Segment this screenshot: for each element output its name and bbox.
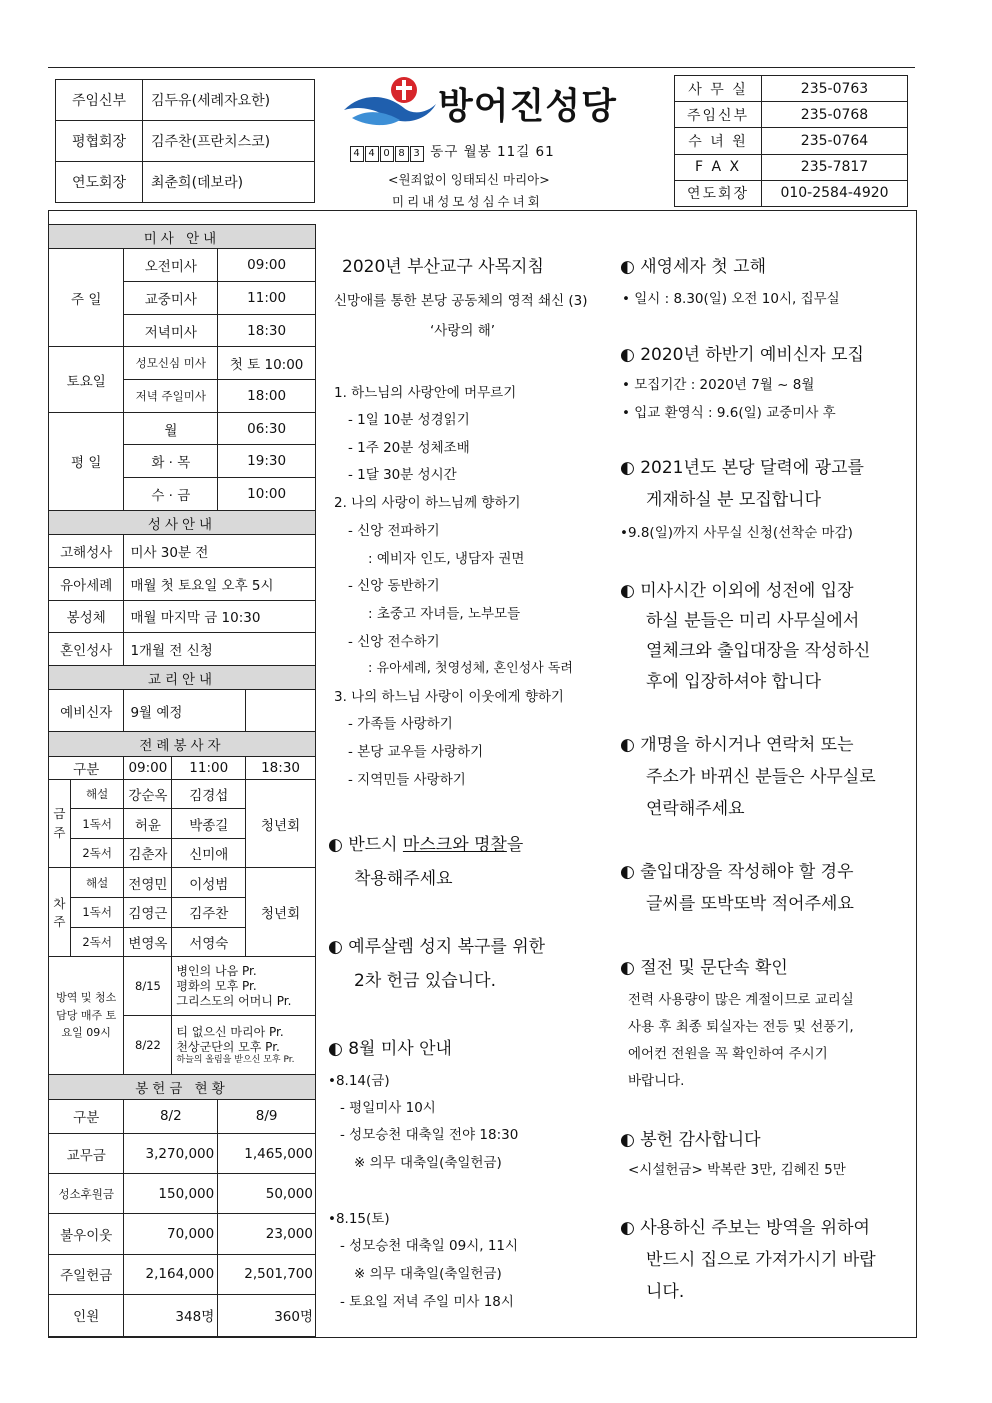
- staff-role: 연도회장: [56, 162, 143, 203]
- mask-notice-part: ◐ 반드시: [328, 835, 403, 855]
- contact-row: [675, 180, 908, 206]
- notice-line: 사용 후 최종 퇴실자는 전등 및 선풍기,: [628, 1019, 854, 1035]
- notice-heading: ◐ 개명을 하시거나 연락처 또는: [620, 735, 854, 755]
- guideline-line: - 신앙 동반하기: [348, 578, 440, 594]
- august-mass-line: ※ 의무 대축일(축일헌금): [354, 1266, 502, 1282]
- jerusalem-notice: ◐ 예루살렘 성지 복구를 위한: [328, 937, 546, 957]
- august-mass-line: •8.14(금): [328, 1073, 390, 1089]
- sacrament-info: 1개월 전 신청: [124, 633, 316, 666]
- offerings-heading: 봉헌금 현황: [49, 1075, 316, 1099]
- minister-role: 2독서: [70, 927, 124, 957]
- notice-heading: ◐ 2020년 하반기 예비신자 모집: [620, 345, 864, 365]
- guideline-line: : 예비자 인도, 냉담자 권면: [368, 551, 525, 567]
- mass-time: 18:00: [218, 380, 316, 413]
- offering-col: 8/2: [124, 1099, 218, 1134]
- notice-line: •9.8(일)까지 사무실 신청(선착순 마감): [620, 525, 853, 541]
- august-mass-line: - 토요일 저녁 주일 미사 18시: [340, 1294, 514, 1310]
- contact-row: [675, 76, 908, 102]
- offering-value: 23,000: [218, 1214, 316, 1254]
- sacrament-name: 혼인성사: [49, 633, 124, 666]
- postal-digit: 4: [365, 146, 379, 162]
- postal-digit: 3: [410, 146, 424, 162]
- august-mass-line: ※ 의무 대축일(축일헌금): [354, 1155, 502, 1171]
- motto: <원죄없이 잉태되신 마리아>: [388, 172, 550, 187]
- august-mass-line: - 평일미사 10시: [340, 1100, 436, 1116]
- august-mass-heading: ◐ 8월 미사 안내: [328, 1039, 452, 1059]
- contact-value: 235-0768: [762, 102, 908, 128]
- sacrament-name: 고해성사: [49, 535, 124, 568]
- august-mass-line: - 성모승천 대축일 09시, 11시: [340, 1238, 519, 1254]
- offering-value: 1,465,000: [218, 1134, 316, 1174]
- offering-col: 8/9: [218, 1099, 316, 1134]
- church-logo: [342, 72, 662, 142]
- notice-line: 연락해주세요: [646, 799, 745, 819]
- staff-row: [56, 121, 315, 162]
- mass-time: 첫 토 10:00: [218, 347, 316, 380]
- notice-heading: ◐ 사용하신 주보는 방역을 위하여: [620, 1218, 870, 1238]
- left-info-table: [48, 224, 316, 1337]
- offering-value: 50,000: [218, 1174, 316, 1214]
- notice-line: 반드시 집으로 가져가시기 바랍: [646, 1250, 876, 1270]
- church-name: 방어진성당: [438, 86, 617, 127]
- minister-name: 전영민: [124, 868, 172, 898]
- notice-line: 하실 분들은 미리 사무실에서: [646, 611, 860, 631]
- contact-label: 연도회장: [675, 180, 762, 206]
- header-rule: [48, 67, 915, 68]
- mass-name: 저녁미사: [124, 314, 218, 347]
- mask-notice-part: 을: [506, 835, 524, 855]
- mass-time: 11:00: [218, 281, 316, 314]
- contact-row: [675, 154, 908, 180]
- mass-time: 19:30: [218, 445, 316, 478]
- notice-line: 게재하실 분 모집합니다: [646, 490, 822, 510]
- mask-notice-underlined: 마스크와 명찰: [402, 835, 507, 855]
- guideline-line: - 1일 10분 성경읽기: [348, 412, 470, 428]
- notice-heading: ◐ 절전 및 문단속 확인: [620, 958, 788, 978]
- minister-name: 변영옥: [124, 927, 172, 957]
- minister-name: 김주찬: [172, 898, 246, 928]
- contact-value: 235-7817: [762, 154, 908, 180]
- contact-value: 010-2584-4920: [762, 180, 908, 206]
- sisters-name: 미리내성모성심수녀회: [392, 194, 543, 209]
- saturday-label: 토요일: [49, 347, 124, 412]
- offering-value: 150,000: [124, 1174, 218, 1214]
- minister-col: 11:00: [172, 756, 246, 779]
- staff-table: [55, 79, 315, 203]
- mass-name: 화 · 목: [124, 445, 218, 478]
- notice-line: <시설헌금> 박복란 3만, 김혜진 5만: [628, 1162, 846, 1178]
- cleaning-date: 8/15: [124, 957, 172, 1016]
- minister-name: 허윤: [124, 809, 172, 839]
- offering-name: 인원: [49, 1294, 124, 1336]
- notice-line: 후에 입장하셔야 합니다: [646, 672, 822, 692]
- minister-name: 박종길: [172, 809, 246, 839]
- staff-row: [56, 80, 315, 121]
- doctrine-name: 예비신자: [49, 690, 124, 732]
- offering-value: 2,501,700: [218, 1254, 316, 1294]
- staff-name: 김주찬(프란치스코): [143, 121, 315, 162]
- notice-line: 니다.: [646, 1282, 685, 1302]
- pastoral-theme: ‘사랑의 해’: [430, 323, 496, 339]
- mass-name: 수 · 금: [124, 478, 218, 511]
- sacrament-name: 봉성체: [49, 600, 124, 633]
- weekday-label: 평 일: [49, 412, 124, 510]
- minister-col: 09:00: [124, 756, 172, 779]
- staff-name: 최춘희(데보라): [143, 162, 315, 203]
- cleaning-group: 천상군단의 모후 Pr.: [176, 1039, 280, 1054]
- notice-line: • 일시 : 8.30(일) 오전 10시, 집무실: [622, 291, 840, 307]
- minister-name: 신미애: [172, 838, 246, 868]
- jerusalem-notice-line2: 2차 헌금 있습니다.: [354, 971, 496, 991]
- postal-digit: 0: [380, 146, 394, 162]
- empty-cell: [246, 690, 316, 732]
- offering-name: 주일헌금: [49, 1254, 124, 1294]
- mass-heading: 미사 안내: [49, 225, 316, 249]
- cleaning-group: 하늘의 올림을 받으신 모후 Pr.: [176, 1054, 295, 1065]
- postal-digit: 8: [395, 146, 409, 162]
- pastoral-subtitle: 신망애를 통한 본당 공동체의 영적 쇄신 (3): [334, 293, 588, 309]
- contact-row: [675, 102, 908, 128]
- minister-col: 구분: [49, 756, 124, 779]
- notice-heading: ◐ 2021년도 본당 달력에 광고를: [620, 458, 864, 478]
- sacrament-name: 유아세례: [49, 567, 124, 600]
- church-cross-logo-icon: [342, 72, 438, 128]
- postal-digit: 4: [350, 146, 364, 162]
- cleaning-group: 티 없으신 마리아 Pr.: [176, 1024, 284, 1039]
- staff-row: [56, 162, 315, 203]
- sacrament-info: 매월 첫 토요일 오후 5시: [124, 567, 316, 600]
- contact-label: 주임신부: [675, 102, 762, 128]
- street-address: 동구 월봉 11길 61: [430, 144, 555, 160]
- offering-value: 360명: [218, 1294, 316, 1336]
- notice-line: • 입교 환영식 : 9.6(일) 교중미사 후: [622, 405, 836, 421]
- cleaning-group: 평화의 모후 Pr.: [176, 978, 257, 993]
- doctrine-info: 9월 예정: [124, 690, 246, 732]
- minister-role: 1독서: [70, 809, 124, 839]
- august-mass-line: - 성모승천 대축일 전야 18:30: [340, 1127, 519, 1143]
- mass-name: 저녁 주일미사: [124, 380, 218, 413]
- notice-line: 에어컨 전원을 꼭 확인하여 주시기: [628, 1046, 828, 1062]
- contact-row: [675, 128, 908, 154]
- mass-name: 오전미사: [124, 249, 218, 282]
- offering-name: 교무금: [49, 1134, 124, 1174]
- doctrine-heading: 교리안내: [49, 665, 316, 689]
- notice-heading: ◐ 새영세자 첫 고해: [620, 257, 766, 277]
- cleaning-date: 8/22: [124, 1016, 172, 1075]
- offering-value: 348명: [124, 1294, 218, 1336]
- sacrament-info: 매월 마지막 금 10:30: [124, 600, 316, 633]
- contact-value: 235-0764: [762, 128, 908, 154]
- mass-name: 교중미사: [124, 281, 218, 314]
- contact-label: F A X: [675, 154, 762, 180]
- notice-line: 전력 사용량이 많은 계절이므로 교리실: [628, 992, 854, 1008]
- minister-name: 서영숙: [172, 927, 246, 957]
- mass-time: 18:30: [218, 314, 316, 347]
- mass-time: 10:00: [218, 478, 316, 511]
- contact-value: 235-0763: [762, 76, 908, 102]
- mask-notice-line2: 착용해주세요: [354, 869, 453, 889]
- contact-label: 사 무 실: [675, 76, 762, 102]
- staff-role: 평협회장: [56, 121, 143, 162]
- guideline-line: : 초중고 자녀들, 노부모들: [368, 606, 521, 622]
- notice-heading: ◐ 미사시간 이외에 성전에 입장: [620, 581, 854, 601]
- guideline-line: - 지역민들 사랑하기: [348, 772, 466, 788]
- guideline-line: - 본당 교우들 사랑하기: [348, 744, 484, 760]
- minister-name: 이성범: [172, 868, 246, 898]
- guideline-line: 3. 나의 하느님 사랑이 이웃에게 향하기: [334, 689, 564, 705]
- guideline-line: - 1주 20분 성체조배: [348, 440, 470, 456]
- offering-value: 3,270,000: [124, 1134, 218, 1174]
- staff-role: 주임신부: [56, 80, 143, 121]
- minister-name: 김경섭: [172, 779, 246, 809]
- guideline-line: 2. 나의 사랑이 하느님께 향하기: [334, 495, 521, 511]
- sacrament-info: 미사 30분 전: [124, 535, 316, 568]
- minister-role: 해설: [70, 779, 124, 809]
- notice-line: 바랍니다.: [628, 1073, 685, 1089]
- sacraments-heading: 성사안내: [49, 510, 316, 534]
- this-week-label: 금주: [49, 779, 71, 868]
- guideline-line: 1. 하느님의 사랑안에 머무르기: [334, 385, 517, 401]
- guideline-line: - 신앙 전수하기: [348, 634, 440, 650]
- offering-col: 구분: [49, 1099, 124, 1134]
- minister-name: 강순옥: [124, 779, 172, 809]
- notice-line: 글씨를 또박또박 적어주세요: [646, 894, 854, 914]
- guideline-line: - 가족들 사랑하기: [348, 716, 453, 732]
- mask-notice: [328, 830, 523, 855]
- evening-group: 청년회: [246, 868, 316, 957]
- minister-col: 18:30: [246, 756, 316, 779]
- ministers-heading: 전례봉사자: [49, 732, 316, 756]
- notice-line: • 모집기간 : 2020년 7월 ~ 8월: [622, 377, 815, 393]
- cleaning-group: 병인의 나음 Pr.: [176, 963, 257, 978]
- minister-role: 1독서: [70, 898, 124, 928]
- minister-name: 김영근: [124, 898, 172, 928]
- cleaning-label: 방역 및 청소담당 매주 토요일 09시: [49, 957, 124, 1075]
- notice-heading: ◐ 출입대장을 작성해야 할 경우: [620, 862, 854, 882]
- sunday-label: 주 일: [49, 249, 124, 347]
- offering-name: 성소후원금: [49, 1174, 124, 1214]
- minister-role: 2독서: [70, 838, 124, 868]
- contact-label: 수 녀 원: [675, 128, 762, 154]
- notice-line: 주소가 바뀌신 분들은 사무실로: [646, 767, 876, 787]
- cleaning-group: 그리스도의 어머니 Pr.: [176, 993, 292, 1008]
- pastoral-title: 2020년 부산교구 사목지침: [342, 257, 544, 277]
- offering-value: 2,164,000: [124, 1254, 218, 1294]
- cleaning-groups: [172, 1016, 316, 1075]
- offering-name: 불우이웃: [49, 1214, 124, 1254]
- mass-time: 06:30: [218, 412, 316, 445]
- minister-role: 해설: [70, 868, 124, 898]
- mass-name: 성모신심 미사: [124, 347, 218, 380]
- mass-time: 09:00: [218, 249, 316, 282]
- notice-line: 열체크와 출입대장을 작성하신: [646, 641, 871, 661]
- contacts-table: [674, 75, 908, 207]
- august-mass-line: •8.15(토): [328, 1211, 390, 1227]
- next-week-label: 차주: [49, 868, 71, 957]
- evening-group: 청년회: [246, 779, 316, 868]
- address: [350, 140, 650, 162]
- notice-heading: ◐ 봉헌 감사합니다: [620, 1130, 761, 1150]
- guideline-line: - 1달 30분 성시간: [348, 467, 457, 483]
- offering-value: 70,000: [124, 1214, 218, 1254]
- minister-name: 김춘자: [124, 838, 172, 868]
- cleaning-groups: [172, 957, 316, 1016]
- staff-name: 김두유(세례자요한): [143, 80, 315, 121]
- guideline-line: - 신앙 전파하기: [348, 523, 440, 539]
- guideline-line: : 유아세례, 첫영성체, 혼인성사 독려: [368, 661, 573, 676]
- mass-name: 월: [124, 412, 218, 445]
